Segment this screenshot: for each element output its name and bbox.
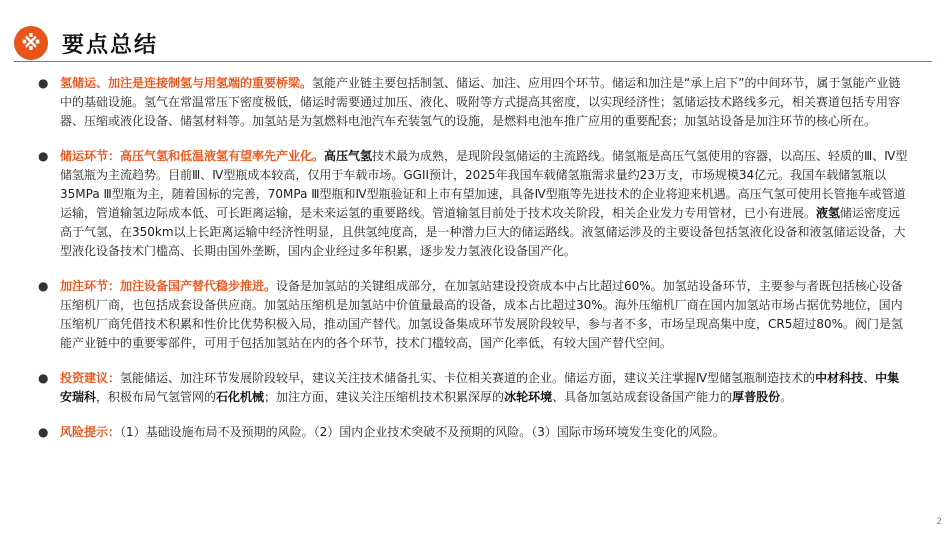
item-text: 氢能储运、加注环节发展阶段较早，建议关注技术储备扎实、卡位相关赛道的企业。储运方面，建议关注掌握Ⅳ型储氢瓶制造技术的 (120, 371, 816, 385)
list-item-storage-overview (38, 74, 910, 131)
company-name: 中材科技 (815, 371, 864, 385)
company-name: 冰轮环境 (504, 390, 553, 404)
company-name: 石化机械 (216, 390, 265, 404)
bullet-icon: ● (38, 76, 49, 90)
bullet-icon: ● (38, 425, 49, 439)
item-text: ；加注方面，建议关注压缩机技术积累深厚的 (264, 390, 505, 404)
bullet-icon: ● (38, 149, 49, 163)
item-text: 储运密度远高于气氢，在350km以上长距离运输中经济性明显，且供氢纯度高，是一种潜力巨大的储运路线。液氢储运涉及的主要设备包括氢液化设备和液氢储运设备，大型液化设备技术门槛高、长期由国外垄断，国内企业经过多年积累，逐步发力氢液化设备国产化。 (60, 206, 906, 258)
item-lead: 氢储运、加注是连接制氢与用氢端的重要桥梁。 (60, 76, 313, 90)
asterisk-icon: ※ (14, 26, 48, 60)
keyword-compressed-hydrogen: 高压气氢 (324, 149, 373, 163)
summary-list (38, 74, 910, 458)
item-text: 氢能产业链主要包括制氢、储运、加注、应用四个环节。储运和加注是“承上启下”的中间环节，属于氢能产业链中的基础设施。氢气在常温常压下密度极低，储运时需要通过加压、液化、吸附等方式提高其密度，以实现经济性；氢储运技术路线多元，相关赛道包括专用容器、压缩或液化设备、储氢材料等。加氢站是为氢燃料电池汽车充装氢气的设施，是燃料电池车推广应用的重要配套；加氢站设备是加注环节的核心所在。 (60, 76, 901, 128)
item-lead: 储运环节：高压气氢和低温液氢有望率先产业化。 (60, 149, 325, 163)
item-text: 。 (780, 390, 793, 404)
keyword-liquid-hydrogen: 液氢 (816, 206, 841, 220)
list-item-storage-segment (38, 147, 910, 261)
item-text: （1）基础设施布局不及预期的风险。（2）国内企业技术突破不及预期的风险。（3）国际市场环境发生变化的风险。 (120, 425, 725, 439)
page-number: 2 (936, 517, 942, 527)
item-text: 技术最为成熟，是现阶段氢储运的主流路线。储氢瓶是高压气氢使用的容器，以高压、轻质的Ⅲ、Ⅳ型储氢瓶为主流趋势。目前Ⅲ、Ⅳ型瓶成本较高，仅用于车载市场。GGII预计，2025年我国车载储氢瓶需求量约23万支，市场规模34亿元。我国车载储氢瓶以35MPa Ⅲ型瓶为主，随着国标的完善，70MPa Ⅲ型瓶和Ⅳ型瓶验证和上市有望加速，具备Ⅳ型瓶等先进技术的企业将迎来机遇。高压气氢可使用长管拖车或管道运输，管道输氢边际成本低、可长距离运输，是未来运氢的重要路线。管道输氢目前处于技术攻关阶段，相关企业发力专用管材，已小有进展。 (60, 149, 908, 220)
list-item-risk-warning (38, 423, 910, 442)
bullet-icon: ● (38, 279, 49, 293)
list-item-refueling-segment (38, 277, 910, 353)
list-item-investment-advice (38, 369, 910, 407)
header-divider (14, 61, 932, 62)
item-lead: 风险提示： (60, 425, 121, 439)
item-text: ，积极布局气氢管网的 (96, 390, 217, 404)
item-text: 设备是加氢站的关键组成部分，在加氢站建设投资成本中占比超过60%。加氢站设备环节，主要参与者既包括核心设备压缩机厂商，也包括成套设备供应商。加氢站压缩机是加氢站中价值量最高的设备，成本占比超过30%。海外压缩机厂商在国内加氢站市场占据优势地位，国内压缩机厂商凭借技术积累和性价比优势积极入局，推动国产替代。加氢设备集成环节发展阶段较早，参与者不多，市场呈现高集中度，CR5超过80%。阀门是氢能产业链中的重要零部件，可用于包括加氢站在内的各个环节，技术门槛较高，国产化率低，有较大国产替代空间。 (60, 279, 904, 350)
company-name: 中集安瑞科 (60, 371, 900, 404)
item-text: 、具备加氢站成套设备国产能力的 (552, 390, 733, 404)
item-lead: 加注环节：加注设备国产替代稳步推进。 (60, 279, 277, 293)
company-name: 厚普股份 (732, 390, 781, 404)
page-title: 要点总结 (62, 33, 159, 58)
bullet-icon: ● (38, 371, 49, 385)
slide-header (0, 0, 950, 62)
item-text: 、 (863, 371, 876, 385)
item-lead: 投资建议： (60, 371, 121, 385)
